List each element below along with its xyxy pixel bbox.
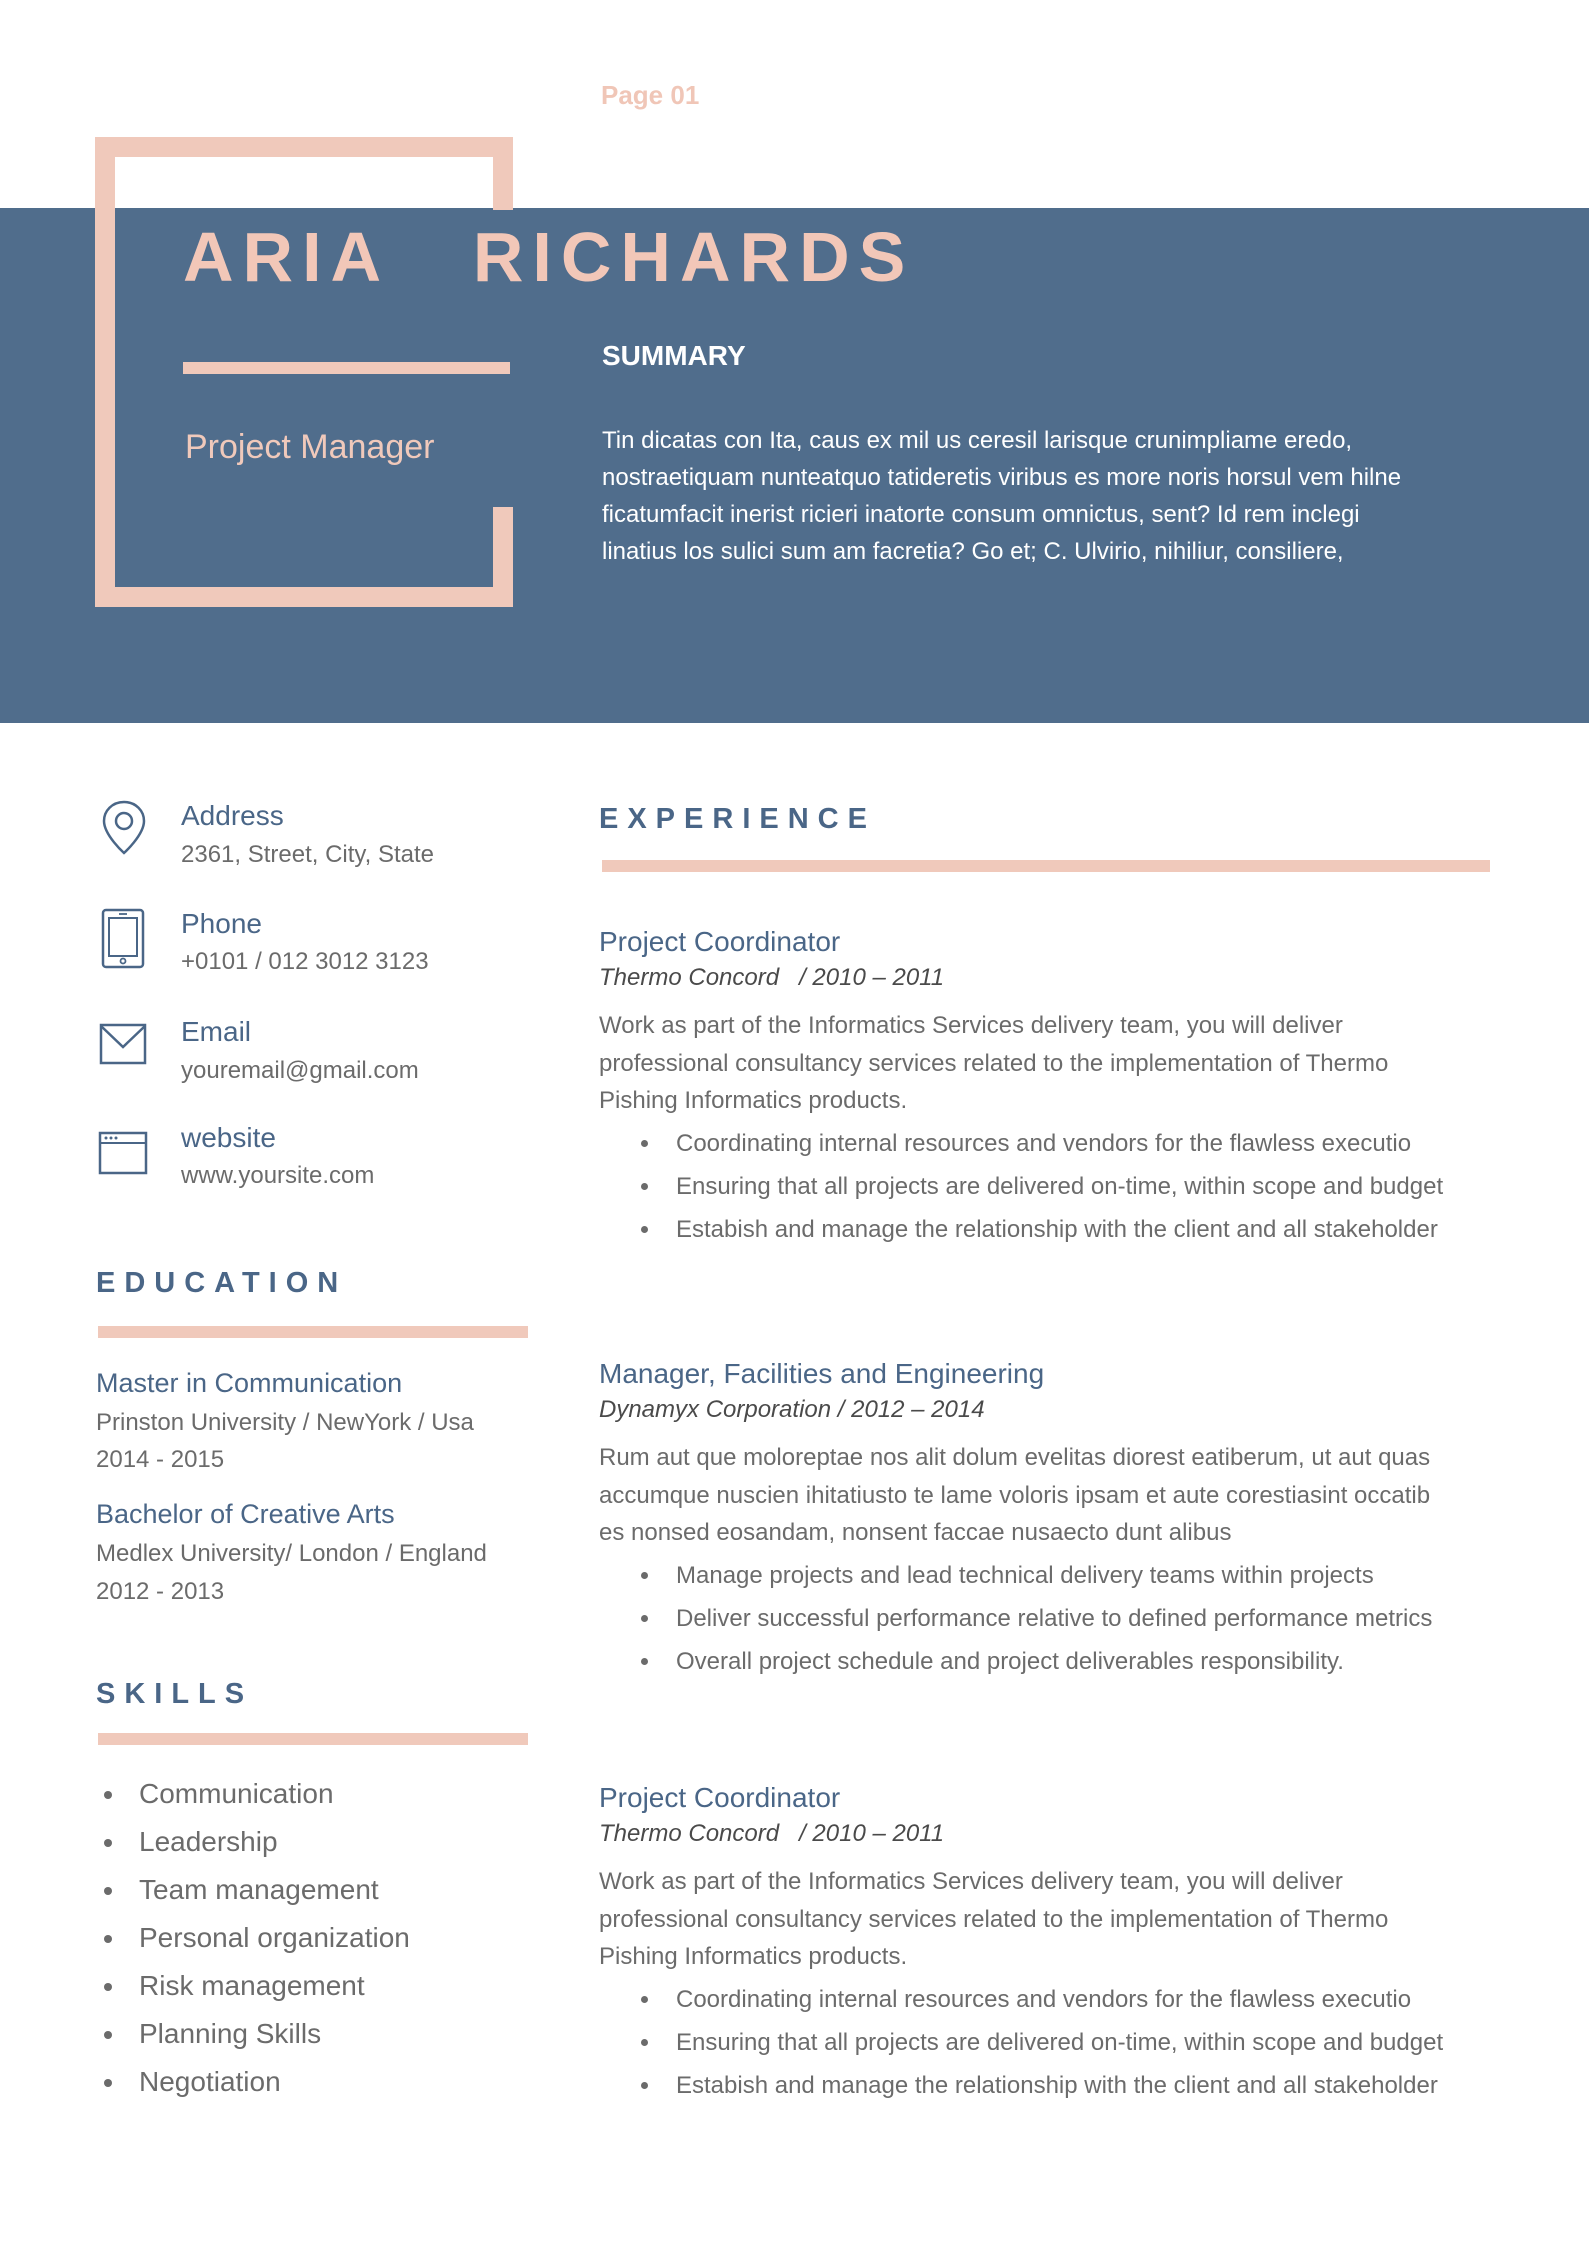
location-pin-icon bbox=[96, 798, 152, 854]
job-company: Thermo Concord / 2010 – 2011 bbox=[599, 964, 945, 991]
job-title: Manager, Facilities and Engineering bbox=[599, 1358, 1045, 1389]
skill-item: Planning Skills bbox=[96, 2010, 410, 2058]
skill-item: Risk management bbox=[96, 1962, 410, 2010]
skills-heading: SKILLS bbox=[96, 1678, 254, 1710]
education-years: 2012 - 2013 bbox=[96, 1578, 225, 1605]
job-company: Dynamyx Corporation / 2012 – 2014 bbox=[599, 1396, 985, 1423]
experience-item bbox=[599, 1779, 1499, 2107]
first-name: ARIA bbox=[183, 218, 388, 296]
skill-item: Personal organization bbox=[96, 1914, 410, 1962]
last-name: RICHARDS bbox=[472, 218, 915, 296]
experience-item bbox=[599, 1355, 1499, 1683]
job-bullet: Ensuring that all projects are delivered on-time, within scope and budget bbox=[599, 2021, 1499, 2064]
job-description-line: Work as part of the Informatics Services delivery team, you will deliver bbox=[599, 1012, 1343, 1039]
job-description-line: Work as part of the Informatics Services delivery team, you will deliver bbox=[599, 1868, 1343, 1895]
job-description-line: Pishing Informatics products. bbox=[599, 1087, 908, 1114]
frame-top-bar bbox=[95, 137, 513, 157]
address-value: 2361, Street, City, State bbox=[181, 841, 435, 868]
job-bullets bbox=[599, 1554, 1499, 1683]
frame-left-bar bbox=[95, 137, 115, 607]
job-description bbox=[599, 1863, 1499, 1976]
experience-item bbox=[599, 923, 1499, 1251]
job-description bbox=[599, 1439, 1499, 1552]
job-bullets bbox=[599, 1978, 1499, 2107]
job-bullet: Overall project schedule and project deliverables responsibility. bbox=[599, 1640, 1499, 1683]
address-title: Address bbox=[181, 800, 284, 831]
job-title: Project Coordinator bbox=[599, 926, 841, 957]
website-value: www.yoursite.com bbox=[181, 1162, 375, 1189]
experience-rule bbox=[602, 860, 1490, 872]
job-description-line: professional consultancy services related to the implementation of Thermo bbox=[599, 1049, 1389, 1077]
job-bullet: Manage projects and lead technical delivery teams within projects bbox=[599, 1554, 1499, 1597]
name-underline bbox=[183, 362, 510, 374]
job-description bbox=[599, 1007, 1499, 1120]
frame-bottom-bar bbox=[95, 587, 513, 607]
job-bullet: Estabish and manage the relationship with the client and all stakeholder bbox=[599, 2064, 1499, 2107]
education-school: Prinston University / NewYork / Usa bbox=[96, 1409, 474, 1436]
skills-list bbox=[96, 1770, 410, 2106]
summary-line: linatius los sulici sum am facretia? Go et; C. Ulvirio, nihiliur, consiliere, bbox=[602, 538, 1344, 565]
phone-title: Phone bbox=[181, 908, 262, 939]
envelope-icon bbox=[96, 1022, 152, 1078]
summary-line: ficatumfacit inerist ricieri inatorte consum omnictus, sent? Id rem inclegi bbox=[602, 501, 1360, 528]
job-description-line: es nonsed eosandam, nonsent faccae nusaecto dunt alibus bbox=[599, 1519, 1232, 1546]
job-bullet: Deliver successful performance relative to defined performance metrics bbox=[599, 1597, 1499, 1640]
job-bullet: Coordinating internal resources and vendors for the flawless executio bbox=[599, 1122, 1499, 1165]
job-title: Project Coordinator bbox=[599, 1782, 841, 1813]
job-description-line: Pishing Informatics products. bbox=[599, 1943, 908, 1970]
phone-icon bbox=[96, 907, 152, 963]
browser-window-icon bbox=[96, 1130, 152, 1186]
frame-right-bottom-bar bbox=[493, 507, 513, 607]
phone-value: +0101 / 012 3012 3123 bbox=[181, 948, 429, 975]
experience-heading: EXPERIENCE bbox=[599, 803, 876, 835]
skills-rule bbox=[98, 1733, 528, 1745]
email-value: youremail@gmail.com bbox=[181, 1057, 419, 1084]
education-degree: Bachelor of Creative Arts bbox=[96, 1499, 395, 1529]
job-bullet: Estabish and manage the relationship with the client and all stakeholder bbox=[599, 1208, 1499, 1251]
skill-item: Communication bbox=[96, 1770, 410, 1818]
summary-heading: SUMMARY bbox=[602, 340, 746, 371]
job-bullet: Coordinating internal resources and vendors for the flawless executio bbox=[599, 1978, 1499, 2021]
email-title: Email bbox=[181, 1016, 252, 1047]
skill-item: Leadership bbox=[96, 1818, 410, 1866]
frame-right-top-bar bbox=[493, 137, 513, 210]
education-rule bbox=[98, 1326, 528, 1338]
job-description-line: accumque nuscien ihitatiusto te lame voloris ipsam et aute corestiasint occatib bbox=[599, 1481, 1431, 1509]
summary-line: nostraetiquam nunteatquo tatideretis viribus es more noris horsul vem hilne bbox=[602, 464, 1402, 491]
candidate-name bbox=[183, 218, 915, 296]
page-label: Page 01 bbox=[601, 80, 700, 110]
skill-item: Negotiation bbox=[96, 2058, 410, 2106]
website-title: website bbox=[181, 1122, 276, 1153]
job-description-line: Rum aut que moloreptae nos alit dolum evelitas diorest eatiberum, ut aut quas bbox=[599, 1444, 1431, 1471]
job-bullets bbox=[599, 1122, 1499, 1251]
job-bullet: Ensuring that all projects are delivered on-time, within scope and budget bbox=[599, 1165, 1499, 1208]
summary-line: Tin dicatas con Ita, caus ex mil us ceresil larisque crunimpliame eredo, bbox=[602, 427, 1353, 454]
skill-item: Team management bbox=[96, 1866, 410, 1914]
summary-text bbox=[602, 422, 1482, 570]
job-role: Project Manager bbox=[185, 428, 435, 466]
job-company: Thermo Concord / 2010 – 2011 bbox=[599, 1820, 945, 1847]
job-description-line: professional consultancy services related to the implementation of Thermo bbox=[599, 1905, 1389, 1933]
education-school: Medlex University/ London / England bbox=[96, 1540, 487, 1567]
education-years: 2014 - 2015 bbox=[96, 1446, 225, 1473]
education-heading: EDUCATION bbox=[96, 1267, 348, 1299]
education-degree: Master in Communication bbox=[96, 1368, 403, 1398]
